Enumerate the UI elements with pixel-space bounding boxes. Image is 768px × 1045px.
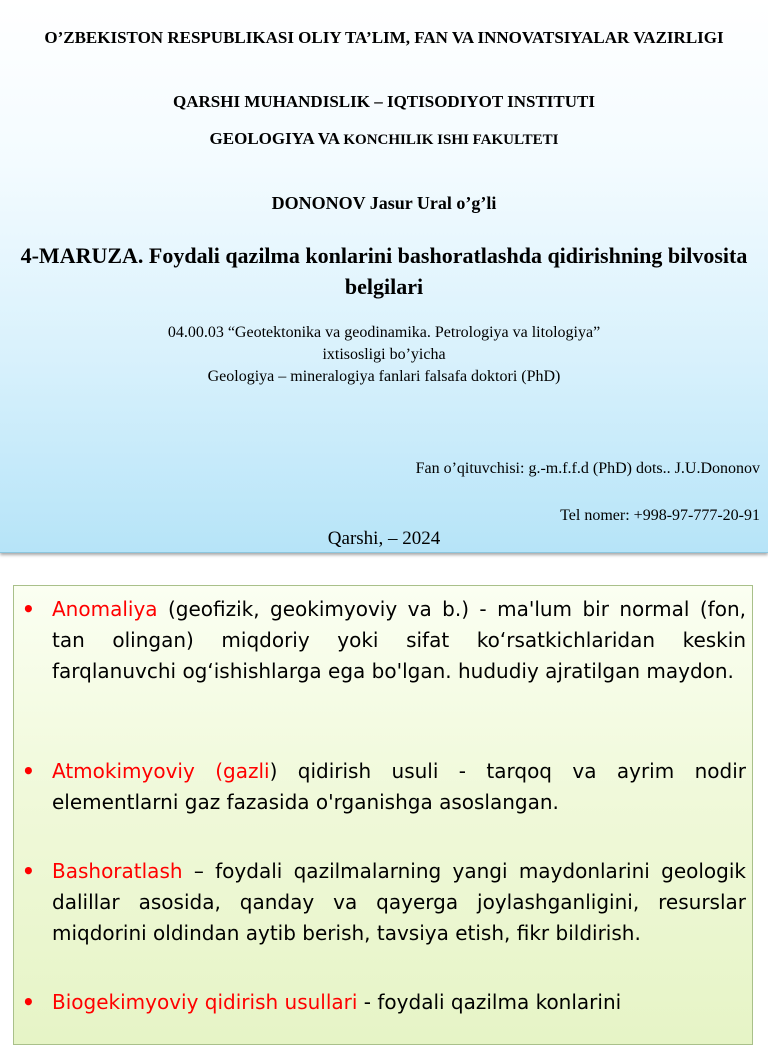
specialty-line-3: Geologiya – mineralogiya fanlari falsafa doktori (PhD) bbox=[207, 368, 561, 385]
glossary-item bbox=[22, 856, 746, 949]
glossary-definition: - foydali qazilma konlarini bbox=[357, 990, 622, 1014]
author-name: DONONOV Jasur Ural o’g’li bbox=[271, 193, 497, 213]
lecture-title: 4-MARUZA. Foydali qazilma konlarini bashoratlashda qidirishning bilvosita belgilari bbox=[20, 243, 748, 299]
glossary-item bbox=[22, 594, 746, 687]
bullet-icon: • bbox=[22, 759, 35, 783]
glossary-term: Bashoratlash bbox=[52, 859, 183, 883]
glossary-definition: – foydali qazilmalarning yangi maydonlarini geologik dalillar asosida, qanday va qayerga joylashganligini, resurslar miqdorini oldindan aytib berish, tavsiya etish, fikr bildirish. bbox=[52, 859, 746, 945]
teacher-info: Fan o’qituvchisi: g.-m.f.f.d (PhD) dots.. J.U.Dononov bbox=[415, 460, 760, 477]
faculty-heading bbox=[0, 129, 768, 150]
specialty-line-1: 04.00.03 “Geotektonika va geodinamika. Petrologiya va litologiya” bbox=[167, 324, 601, 341]
bullet-icon: • bbox=[22, 990, 35, 1014]
bullet-icon: • bbox=[22, 859, 35, 883]
faculty-small: KONCHILIK ISHI FAKULTETI bbox=[343, 132, 559, 148]
ministry-heading: O’ZBEKISTON RESPUBLIKASI OLIY TA’LIM, FAN VA INNOVATSIYALAR VAZIRLIGI bbox=[44, 28, 724, 47]
institute-heading: QARSHI MUHANDISLIK – IQTISODIYOT INSTITUTI bbox=[173, 92, 595, 111]
specialty-line-2: ixtisosligi bo’yicha bbox=[322, 346, 446, 363]
bullet-icon: • bbox=[22, 597, 35, 621]
glossary-item bbox=[22, 987, 746, 1018]
glossary-term: Atmokimyoviy (gazli bbox=[52, 759, 270, 783]
glossary-definition: ) qidirish usuli - tarqoq va ayrim nodir elementlarni gaz fazasida o'rganishga asoslangan. bbox=[52, 759, 746, 814]
phone-number: Tel nomer: +998-97-777-20-91 bbox=[560, 507, 760, 524]
glossary-item bbox=[22, 756, 746, 818]
specialty-block bbox=[0, 322, 768, 388]
glossary-term: Biogekimyoviy qidirish usullari bbox=[52, 990, 358, 1014]
glossary-term: Anomaliya bbox=[52, 597, 158, 621]
faculty-main: GEOLOGIYA VA bbox=[209, 129, 344, 148]
glossary-definition: (geofizik, geokimyoviy va b.) - ma'lum bir normal (fon, tan olingan) miqdoriy yoki sifat ko‘rsatkichlaridan keskin farqlanuvchi og‘ishishlarga ega bo'lgan. hududiy ajratilgan maydon. bbox=[52, 597, 746, 683]
glossary-slide bbox=[13, 585, 753, 1045]
city-year: Qarshi, – 2024 bbox=[327, 528, 441, 549]
